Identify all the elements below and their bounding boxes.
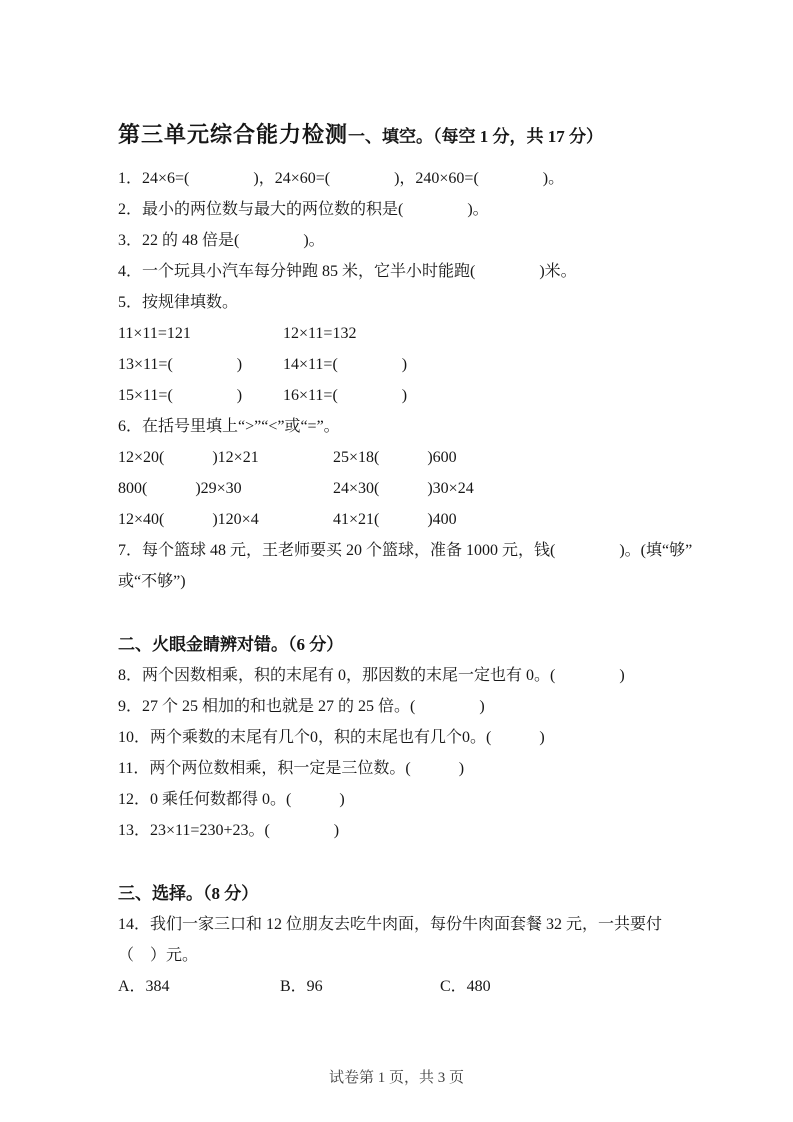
pattern-cell-11x11: 11×11=121 bbox=[118, 325, 191, 342]
question-5: 5．按规律填数。 bbox=[118, 294, 239, 311]
compare-row-1 bbox=[118, 442, 766, 473]
compare-cell-25x18: 25×18( )600 bbox=[333, 449, 457, 466]
pattern-cell-12x11: 12×11=132 bbox=[283, 325, 357, 342]
section-judge-heading: 二、火眼金睛辨对错。（6 分） bbox=[118, 635, 344, 654]
compare-cell-24x30: 24×30( )30×24 bbox=[333, 480, 474, 497]
pattern-cell-16x11: 16×11=( ) bbox=[283, 387, 408, 404]
question-3: 3．22 的 48 倍是( )。 bbox=[118, 232, 325, 249]
question-4: 4．一个玩具小汽车每分钟跑 85 米，它半小时能跑( )米。 bbox=[118, 263, 577, 280]
pattern-row-3 bbox=[118, 380, 766, 411]
question-11: 11．两个两位数相乘，积一定是三位数。( ) bbox=[118, 760, 465, 777]
compare-row-2 bbox=[118, 473, 766, 504]
question-9: 9．27 个 25 相加的和也就是 27 的 25 倍。( ) bbox=[118, 698, 485, 715]
question-13: 13．23×11=230+23。( ) bbox=[118, 822, 340, 839]
compare-row-3 bbox=[118, 504, 766, 535]
page-content bbox=[118, 118, 766, 1002]
compare-cell-41x21: 41×21( )400 bbox=[333, 511, 457, 528]
pattern-cell-14x11: 14×11=( ) bbox=[283, 356, 408, 373]
compare-cell-12x20: 12×20( )12×21 bbox=[118, 449, 259, 466]
pattern-row-1 bbox=[118, 318, 766, 349]
question-14-line1: 14．我们一家三口和 12 位朋友去吃牛肉面，每份牛肉面套餐 32 元，一共要付 bbox=[118, 916, 663, 933]
question-2: 2．最小的两位数与最大的两位数的积是( )。 bbox=[118, 201, 489, 218]
pattern-cell-15x11: 15×11=( ) bbox=[118, 387, 243, 404]
question-8: 8．两个因数相乘，积的末尾有 0，那因数的末尾一定也有 0。( ) bbox=[118, 667, 625, 684]
question-7-line2: 或“不够”) bbox=[118, 573, 186, 590]
section-fill-heading: 一、填空。（每空 1 分，共 17 分） bbox=[348, 127, 604, 146]
question-1: 1．24×6=( )，24×60=( )，240×60=( )。 bbox=[118, 170, 565, 187]
unit-title: 第三单元综合能力检测 bbox=[118, 122, 349, 147]
question-12: 12．0 乘任何数都得 0。( ) bbox=[118, 791, 345, 808]
option-b: B．96 bbox=[280, 978, 323, 995]
option-c: C．480 bbox=[440, 978, 491, 995]
question-10: 10．两个乘数的末尾有几个0，积的末尾也有几个0。( ) bbox=[118, 729, 545, 746]
question-6: 6．在括号里填上“>”“<”或“=”。 bbox=[118, 418, 340, 435]
compare-cell-12x40: 12×40( )120×4 bbox=[118, 511, 259, 528]
compare-cell-800: 800( )29×30 bbox=[118, 480, 242, 497]
question-14-line2: （ ）元。 bbox=[118, 947, 199, 964]
pattern-row-2 bbox=[118, 349, 766, 380]
option-a: A．384 bbox=[118, 978, 170, 995]
question-14-options bbox=[118, 971, 766, 1002]
section-choice-heading: 三、选择。（8 分） bbox=[118, 884, 259, 903]
title-line bbox=[118, 118, 766, 155]
question-7-line1: 7．每个篮球 48 元，王老师要买 20 个篮球，准备 1000 元，钱( )。(填“够” bbox=[118, 542, 693, 559]
page-footer: 试卷第 1 页，共 3 页 bbox=[328, 1070, 464, 1086]
pattern-cell-13x11: 13×11=( ) bbox=[118, 356, 243, 373]
